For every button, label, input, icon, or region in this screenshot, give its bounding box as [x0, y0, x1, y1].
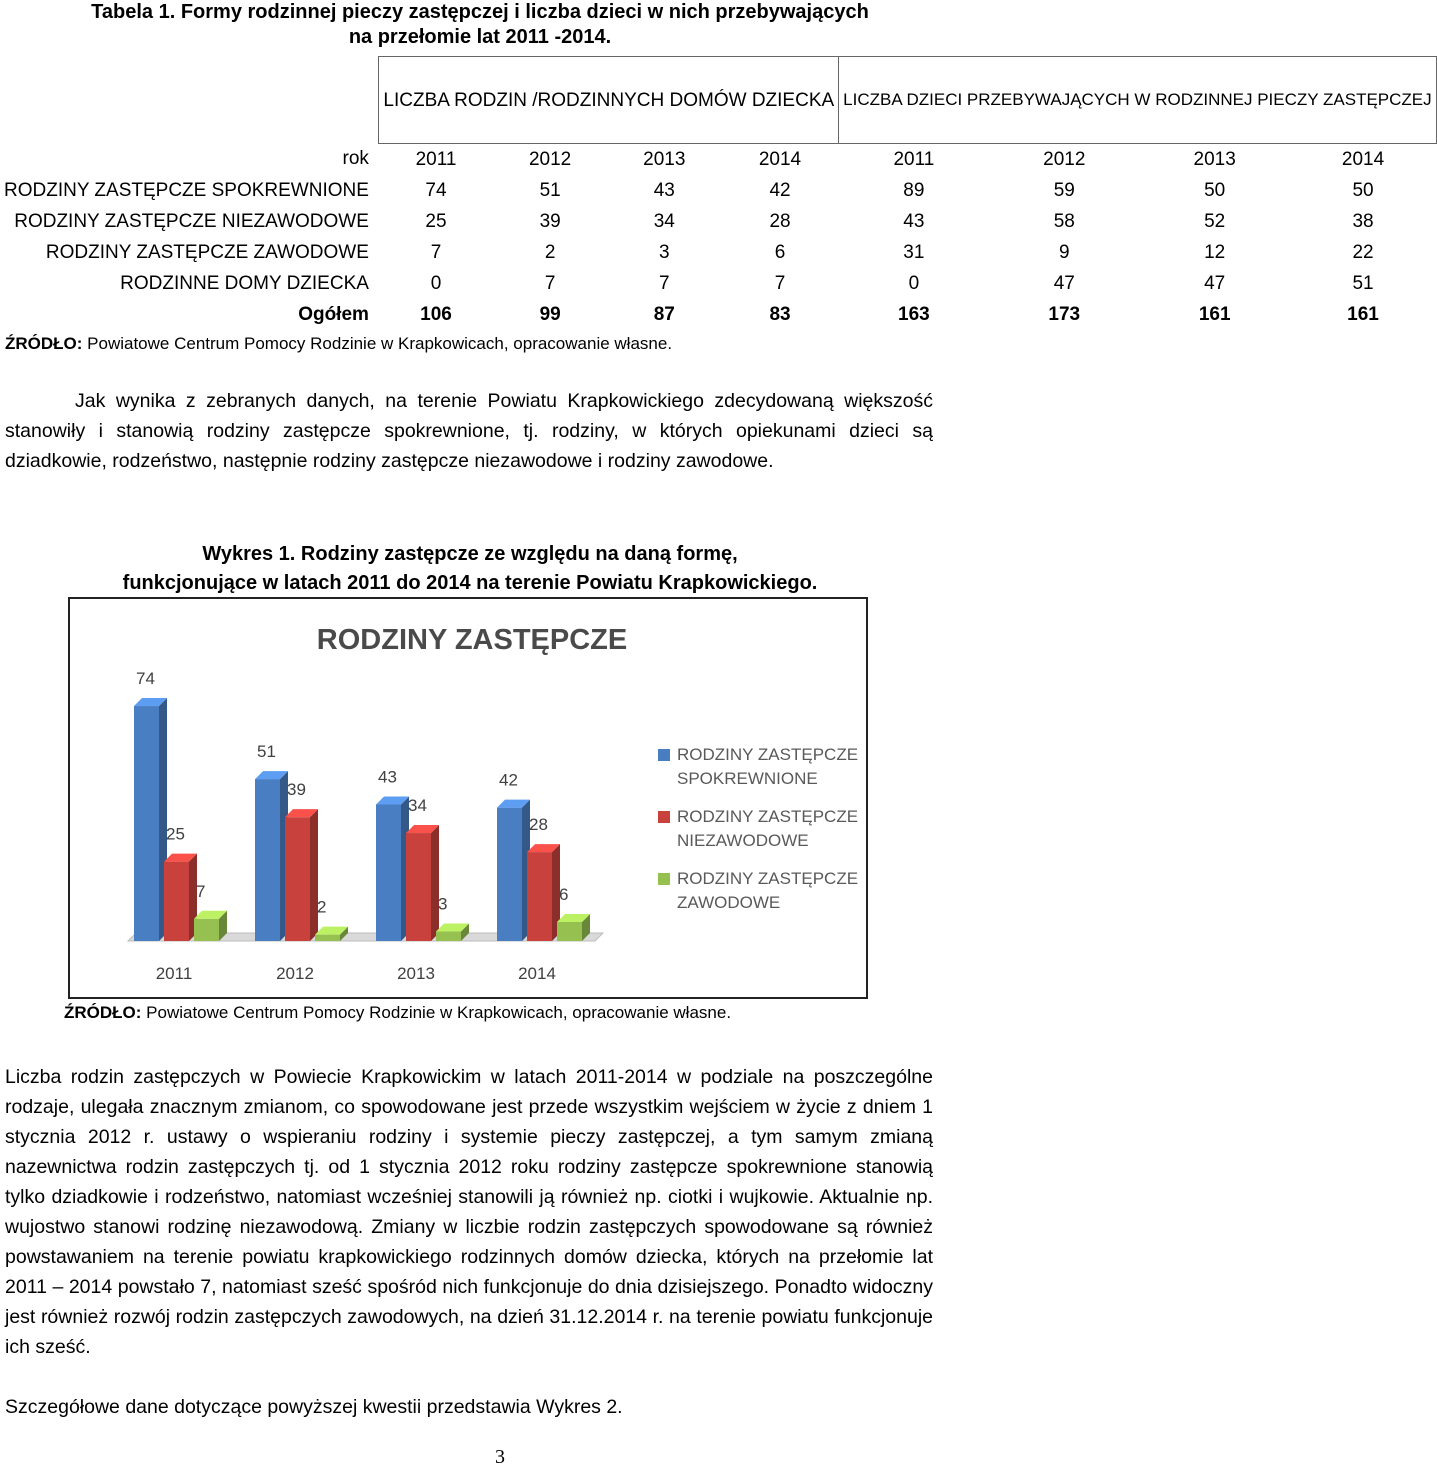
table-cell: 6: [774, 241, 786, 263]
total-cell: 173: [1048, 303, 1081, 325]
bar-value-label: 42: [499, 770, 518, 790]
table-cell: 2: [544, 241, 556, 263]
chart-bar: [194, 911, 227, 941]
table-cell: 39: [539, 210, 561, 232]
bar-value-label: 74: [136, 669, 155, 689]
table-source: [5, 334, 905, 354]
bar-value-label: 25: [166, 824, 185, 844]
bar-front: [315, 935, 340, 941]
bar-value-label: 3: [438, 894, 448, 914]
chart-bar: [164, 854, 197, 941]
bar-value-label: 51: [257, 742, 276, 762]
children-group-header: LICZBA DZIECI PRZEBYWAJĄCYCH W RODZINNEJ PIECZY ZASTĘPCZEJ: [839, 57, 1436, 144]
total-row: [0, 299, 1436, 330]
x-tick-label: 2011: [155, 964, 193, 983]
table-cell: 50: [1204, 179, 1226, 201]
bar-front: [497, 808, 522, 941]
year-cell: 2011: [415, 148, 457, 170]
foster-families-table: [0, 56, 1437, 330]
x-tick-label: 2012: [276, 964, 314, 983]
chart-title: RODZINY ZASTĘPCZE: [316, 624, 628, 656]
bar-value-label: 2: [317, 897, 327, 917]
year-cell: 2011: [893, 148, 935, 170]
chart-bar: [557, 914, 590, 941]
year-cell: 2013: [643, 148, 686, 170]
table-caption: [60, 0, 900, 50]
chart-bars: [134, 669, 590, 941]
source-label: ŹRÓDŁO:: [64, 1003, 142, 1022]
row-label: RODZINNE DOMY DZIECKA: [120, 272, 369, 294]
row-label: RODZINY ZASTĘPCZE SPOKREWNIONE: [4, 179, 369, 201]
bar-front: [164, 862, 189, 941]
total-cell: 161: [1347, 303, 1379, 325]
chart-caption-line2: funkcjonujące w latach 2011 do 2014 na terenie Powiatu Krapkowickiego.: [122, 572, 818, 594]
row-label: RODZINY ZASTĘPCZE NIEZAWODOWE: [14, 210, 369, 232]
legend-swatch: [658, 811, 670, 823]
legend-label: RODZINY ZASTĘPCZE ZAWODOWE: [677, 869, 859, 912]
bar-side: [431, 825, 439, 941]
total-cell: 161: [1198, 303, 1231, 325]
bar-chart: [70, 599, 866, 997]
total-cell: 83: [769, 303, 791, 325]
bar-value-label: 7: [196, 881, 206, 901]
year-cell: 2012: [528, 148, 572, 170]
paragraph-1: Jak wynika z zebranych danych, na terenie Powiatu Krapkowickiego zdecydowaną większość stanowiły i stanowią rodziny zastępcze spokrewnione, tj. rodziny, w których opiekunami dzieci są dziadkowie, rodzeństwo, następnie rodziny zastępcze niezawodowe i rodziny zawodowe.: [5, 390, 933, 472]
bar-front: [285, 817, 310, 941]
bar-value-label: 6: [559, 884, 569, 904]
table-cell: 22: [1352, 241, 1374, 263]
bar-front: [134, 706, 159, 941]
x-tick-label: 2014: [518, 964, 556, 983]
table-cell: 0: [908, 272, 920, 294]
bar-front: [376, 804, 401, 941]
legend-label: RODZINY ZASTĘPCZE NIEZAWODOWE: [677, 807, 859, 850]
year-cell: 2013: [1193, 148, 1236, 170]
bar-value-label: 39: [287, 780, 306, 800]
total-cell: 163: [898, 303, 930, 325]
chart-bar: [376, 796, 409, 941]
table-cell: 12: [1204, 241, 1226, 263]
source-text: Powiatowe Centrum Pomocy Rodzinie w Krapkowicach, opracowanie własne.: [82, 334, 673, 353]
table-row: [0, 175, 1436, 206]
table-cell: 52: [1204, 210, 1226, 232]
group-header-row: [0, 57, 1436, 144]
table-cell: 74: [425, 179, 447, 201]
year-cell: 2014: [758, 148, 802, 170]
table-cell: 50: [1352, 179, 1374, 201]
table-cell: 7: [658, 272, 670, 294]
bar-front: [255, 779, 280, 941]
table-row: [0, 268, 1436, 299]
chart-source: [64, 1003, 924, 1023]
chart-caption-line1: Wykres 1. Rodziny zastępcze ze względu na daną formę,: [202, 543, 738, 565]
chart-bar: [527, 844, 560, 941]
bar-front: [194, 919, 219, 941]
chart-caption: [40, 540, 900, 598]
bar-value-label: 43: [378, 767, 397, 787]
source-label: ŹRÓDŁO:: [5, 334, 83, 353]
bar-value-label: 34: [408, 796, 427, 816]
paragraph-3: Szczegółowe dane dotyczące powyższej kwestii przedstawia Wykres 2.: [5, 1396, 623, 1418]
table-cell: 7: [430, 241, 442, 263]
bar-value-label: 28: [529, 815, 548, 835]
table-cell: 3: [658, 241, 670, 263]
table-cell: 58: [1053, 210, 1075, 232]
table-cell: 42: [769, 179, 791, 201]
row-label: RODZINY ZASTĘPCZE ZAWODOWE: [45, 241, 369, 263]
year-label: rok: [342, 148, 369, 170]
table-cell: 34: [653, 210, 675, 232]
bar-front: [436, 931, 461, 941]
year-cell: 2012: [1043, 148, 1086, 170]
table-row: [0, 237, 1436, 268]
bar-front: [527, 852, 552, 941]
families-group-header: LICZBA RODZIN /RODZINNYCH DOMÓW DZIECKA: [379, 57, 839, 144]
legend-label: RODZINY ZASTĘPCZE SPOKREWNIONE: [677, 745, 859, 788]
chart-legend: [658, 745, 858, 912]
bar-front: [406, 833, 431, 941]
chart-frame: [68, 597, 868, 999]
legend-swatch: [658, 873, 670, 885]
table-cell: 43: [903, 210, 925, 232]
chart-bar: [285, 809, 318, 941]
source-text: Powiatowe Centrum Pomocy Rodzinie w Krapkowicach, opracowanie własne.: [141, 1003, 732, 1022]
table-cell: 28: [769, 210, 791, 232]
bar-side: [310, 809, 318, 941]
page-number: 3: [495, 1446, 505, 1468]
paragraph-2: Liczba rodzin zastępczych w Powiecie Krapkowickim w latach 2011-2014 w podziale na poszczególne rodzaje, ulegała znacznym zmianom, co spowodowane jest przede wszystkim wejściem w życie z dniem 1 stycznia 2012 r. ustawy o wspieraniu rodziny i systemie pieczy zastępczej, a tym samym zmianą nazewnictwa rodzin zastępczych tj. od 1 stycznia 2012 roku rodziny zastępcze spokrewnione stanowią tylko dziadkowie i rodzeństwo, natomiast wcześniej stanowili ją również np. ciotki i wujkowie. Aktualnie np. wujostwo stanowi rodzinę niezawodową. Zmiany w liczbie rodzin zastępczych spowodowane są również powstawaniem na terenie powiatu krapkowickiego rodzinnych domów dziecka, których na przełomie lat 2011 – 2014 powstało 7, natomiast sześć spośród nich funkcjonuje do dnia dzisiejszego. Ponadto widoczny jest również rozwój rodzin zastępczych zawodowych, na dzień 31.12.2014 r. na terenie powiatu funkcjonuje ich sześć.: [5, 1066, 933, 1358]
table-cell: 31: [903, 241, 925, 263]
year-cell: 2014: [1341, 148, 1385, 170]
table-cell: 47: [1204, 272, 1226, 294]
table-cell: 0: [430, 272, 442, 294]
table-cell: 25: [425, 210, 447, 232]
table-caption-line1: Tabela 1. Formy rodzinnej pieczy zastępczej i liczba dzieci w nich przebywających: [91, 1, 869, 23]
chart-bar: [406, 825, 439, 941]
total-label: Ogółem: [298, 303, 369, 325]
table-cell: 59: [1053, 179, 1075, 201]
table-cell: 7: [544, 272, 556, 294]
table-cell: 7: [774, 272, 786, 294]
bar-front: [557, 922, 582, 941]
chart-x-labels: [156, 964, 556, 983]
table-cell: 47: [1053, 272, 1075, 294]
table-cell: 38: [1352, 210, 1374, 232]
table-caption-line2: na przełomie lat 2011 -2014.: [348, 26, 612, 48]
table-cell: 9: [1058, 241, 1070, 263]
chart-bar: [497, 800, 530, 941]
x-tick-label: 2013: [397, 964, 435, 983]
table-cell: 51: [539, 179, 561, 201]
table-cell: 89: [903, 179, 925, 201]
table-cell: 51: [1352, 272, 1374, 294]
chart-bar: [134, 698, 167, 941]
total-cell: 99: [539, 303, 561, 325]
table-cell: 43: [653, 179, 675, 201]
total-cell: 106: [420, 303, 452, 325]
year-row: [0, 144, 1436, 176]
chart-bar: [255, 771, 288, 941]
legend-swatch: [658, 749, 670, 761]
table-row: [0, 206, 1436, 237]
total-cell: 87: [653, 303, 675, 325]
